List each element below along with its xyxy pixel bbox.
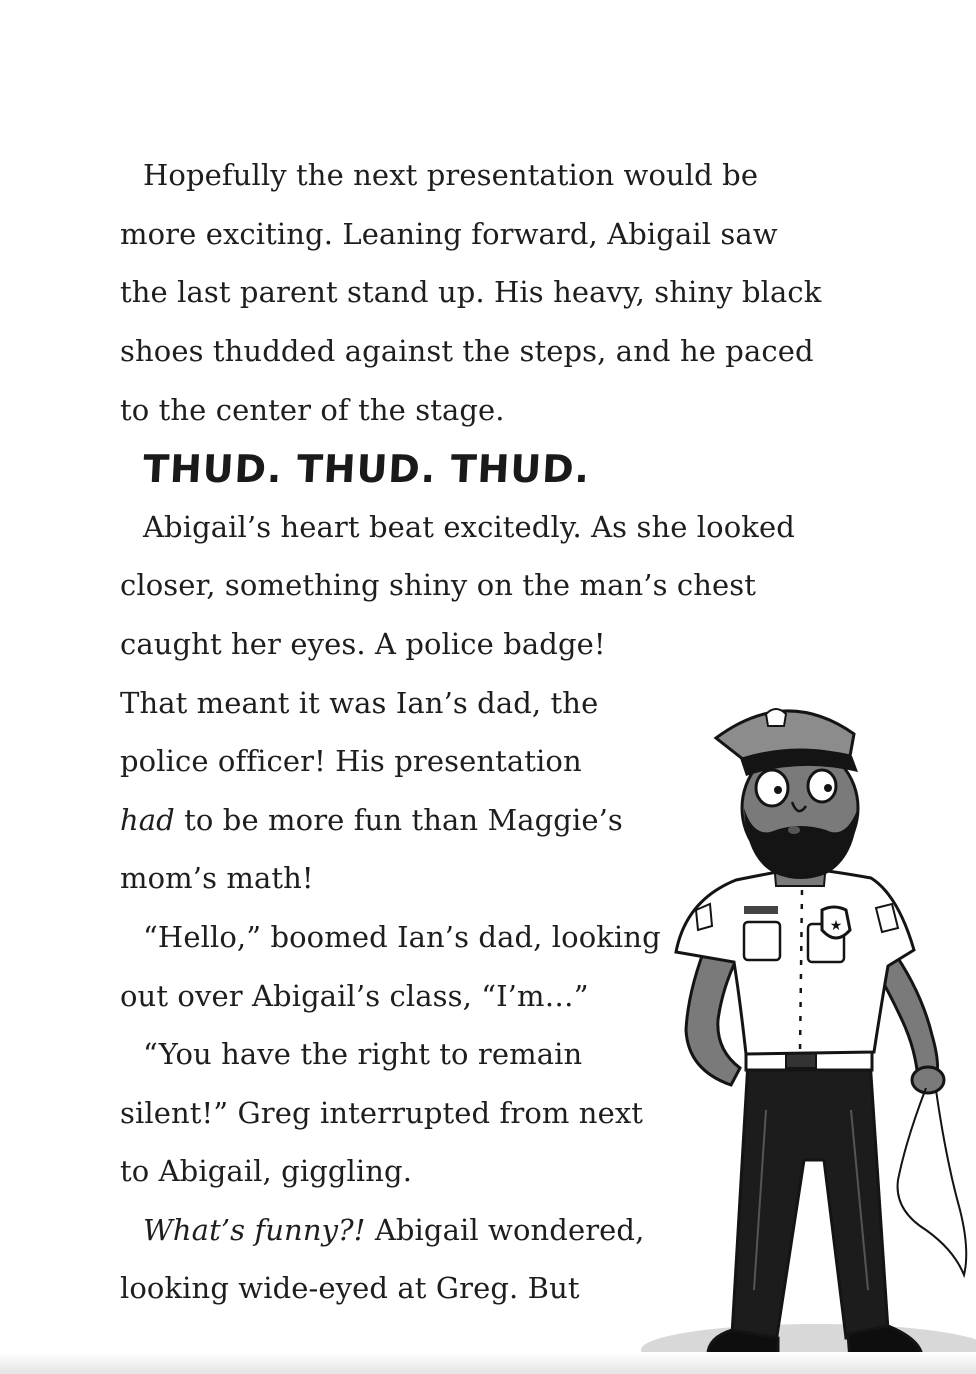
shirt-pocket-left (744, 922, 780, 960)
paragraph-line (120, 802, 623, 838)
line-text: to be more fun than Maggie’s (174, 803, 623, 837)
paragraph-line: looking wide-eyed at Greg. But (120, 1271, 580, 1305)
cap-badge-icon (766, 709, 786, 726)
paragraph-line: police officer! His presentation (120, 744, 582, 778)
paragraph-line: out over Abigail’s class, “I’m…” (120, 979, 589, 1013)
shoulder-patch-left (696, 904, 712, 930)
paragraph-line: silent!” Greg interrupted from next (120, 1096, 644, 1130)
badge-star-icon: ★ (829, 918, 843, 934)
paragraph-line: That meant it was Ian’s dad, the (120, 686, 599, 720)
page-edge-shadow (0, 1352, 976, 1374)
officer-hand-right (912, 1067, 944, 1093)
paragraph-line: the last parent stand up. His heavy, shiny black (120, 275, 822, 309)
paragraph-line: to Abigail, giggling. (120, 1154, 413, 1188)
officer-pants (732, 1060, 888, 1342)
officer-pupil-left (774, 786, 782, 794)
paragraph-line: closer, something shiny on the man’s chest (120, 568, 756, 602)
paragraph-line: “You have the right to remain (143, 1037, 583, 1071)
line-text: Abigail wondered, (365, 1213, 645, 1247)
officer-pupil-right (824, 784, 832, 792)
officer-mouth (788, 826, 800, 834)
name-tag (744, 906, 778, 914)
paragraph-line: Abigail’s heart beat excitedly. As she looked (143, 510, 795, 544)
sound-effect-text: THUD. THUD. THUD. (141, 447, 592, 491)
italic-emphasis: had (120, 803, 175, 837)
whistle-cord (898, 1088, 967, 1275)
paragraph-line: more exciting. Leaning forward, Abigail saw (120, 217, 778, 251)
paragraph-line: “Hello,” boomed Ian’s dad, looking (143, 920, 661, 954)
police-officer-illustration (636, 690, 976, 1374)
officer-eye-right (808, 770, 836, 802)
officer-eye-left (756, 770, 788, 806)
paragraph-line (143, 1212, 644, 1248)
paragraph-line: mom’s math! (120, 861, 314, 895)
paragraph-line: shoes thudded against the steps, and he paced (120, 334, 814, 368)
paragraph-line: to the center of the stage. (120, 393, 505, 427)
paragraph-line: caught her eyes. A police badge! (120, 627, 606, 661)
italic-emphasis: What’s funny?! (143, 1213, 366, 1247)
paragraph-line: Hopefully the next presentation would be (143, 158, 759, 192)
